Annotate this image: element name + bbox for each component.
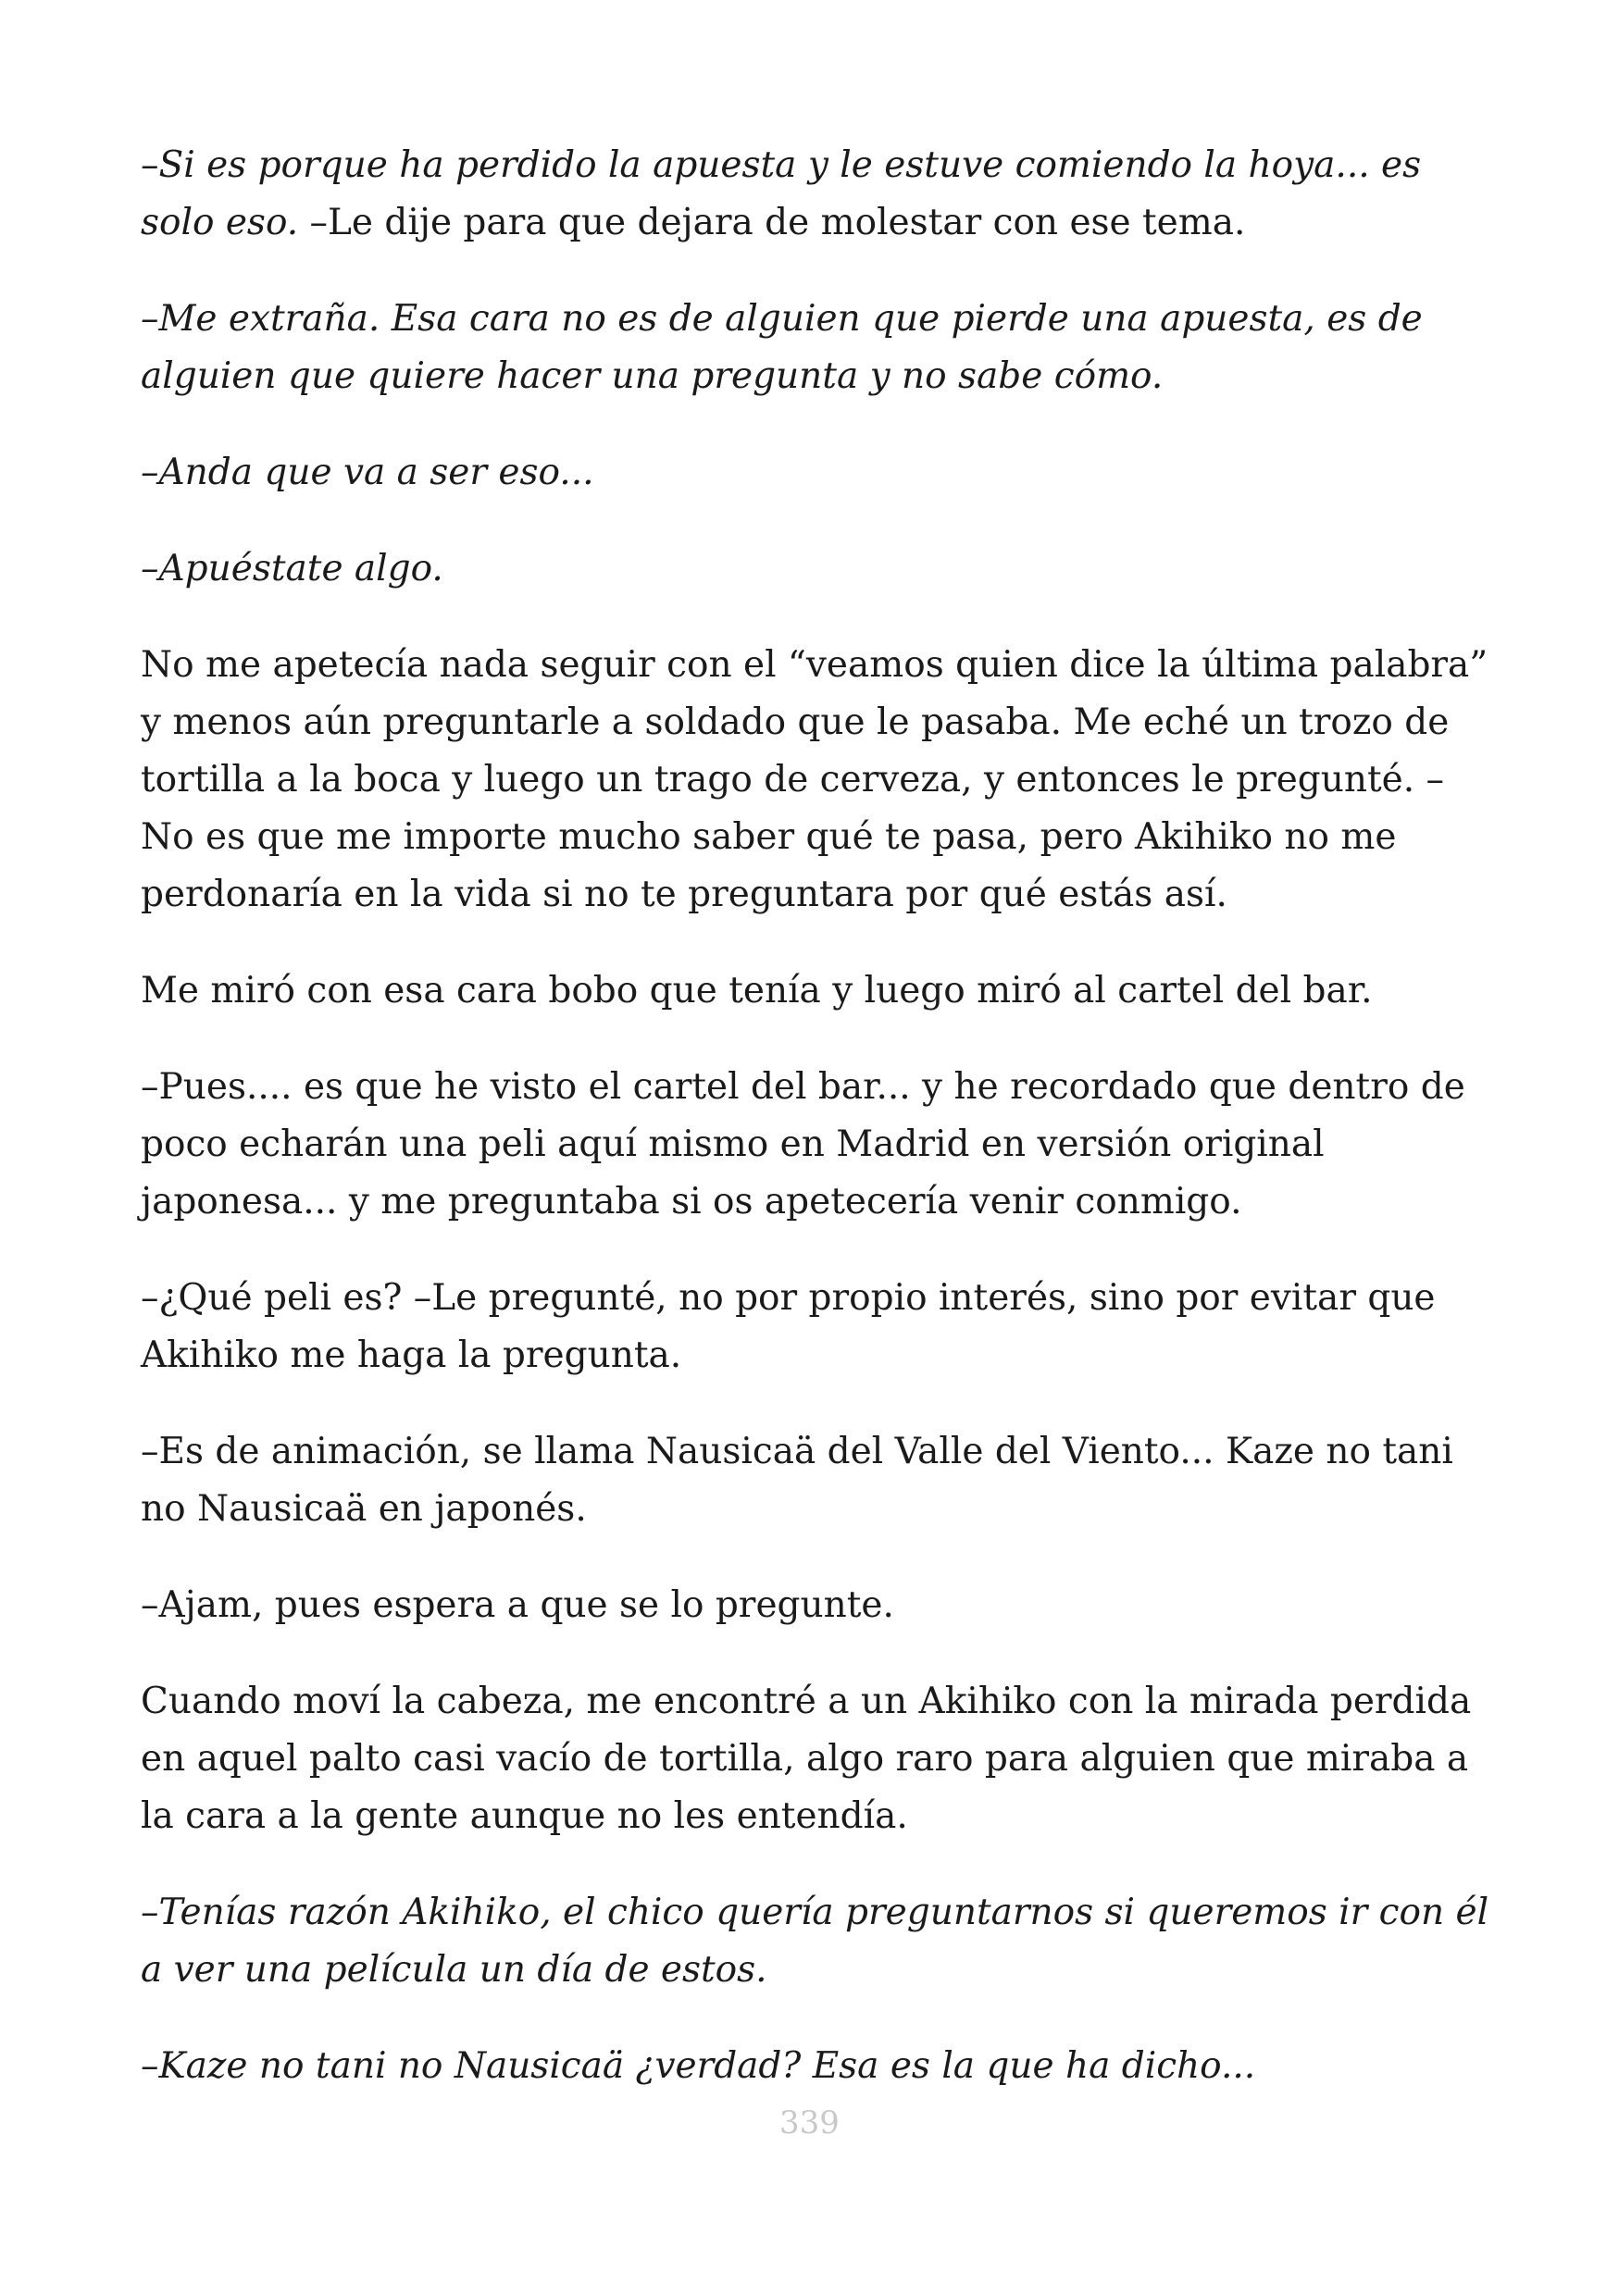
paragraph [141,291,1492,405]
text-segment: –Ajam, pues espera a que se lo pregunte. [141,1584,894,1626]
paragraph [141,1577,1492,1634]
paragraph [141,1673,1492,1845]
paragraph [141,637,1492,924]
text-segment: No me apetecía nada seguir con el “veamos quien dice la última palabra” y menos aún preguntarle a soldado que le pasaba. Me eché un trozo de tortilla a la boca y luego un trago de cerveza, y entonces le pregunté. –No es que me importe mucho saber qué te pasa, pero Akihiko no me perdonaría en la vida si no te preguntara por qué estás así. [141,644,1488,915]
text-segment: –Apuéstate algo. [141,548,443,590]
body-text [141,137,1492,2095]
text-segment: –Si es porque ha perdido la apuesta y le estuve comiendo la hoya... es solo eso. [141,144,1422,243]
paragraph [141,444,1492,502]
text-segment: –Pues.... es que he visto el cartel del bar... y he recordado que dentro de poco echarán una peli aquí mismo en Madrid en versión original japonesa... y me preguntaba si os apetecería venir conmigo. [141,1066,1465,1222]
paragraph [141,2038,1492,2095]
paragraph [141,540,1492,598]
text-segment: –Anda que va a ser eso... [141,452,594,493]
text-segment: –Tenías razón Akihiko, el chico quería preguntarnos si queremos ir con él a ver una película un día de estos. [141,1892,1489,1991]
page-number: 339 [779,2104,840,2141]
paragraph [141,1059,1492,1231]
paragraph [141,137,1492,252]
paragraph [141,1884,1492,1999]
paragraph [141,962,1492,1020]
paragraph [141,1423,1492,1538]
paragraph [141,1270,1492,1384]
text-segment: –Kaze no tani no Nausicaä ¿verdad? Esa es la que ha dicho... [141,2045,1256,2087]
text-segment: –Me extraña. Esa cara no es de alguien que pierde una apuesta, es de alguien que quiere hacer una pregunta y no sabe cómo. [141,298,1423,397]
text-segment: –Es de animación, se llama Nausicaä del Valle del Viento... Kaze no tani no Nausicaä en japonés. [141,1431,1453,1530]
text-segment: –¿Qué peli es? –Le pregunté, no por propio interés, sino por evitar que Akihiko me haga la pregunta. [141,1277,1436,1376]
text-segment: Cuando moví la cabeza, me encontré a un Akihiko con la mirada perdida en aquel palto casi vacío de tortilla, algo raro para alguien que miraba a la cara a la gente aunque no les entendía. [141,1681,1472,1837]
text-segment: –Le dije para que dejara de molestar con ese tema. [298,202,1246,243]
text-segment: Me miró con esa cara bobo que tenía y luego miró al cartel del bar. [141,970,1373,1011]
